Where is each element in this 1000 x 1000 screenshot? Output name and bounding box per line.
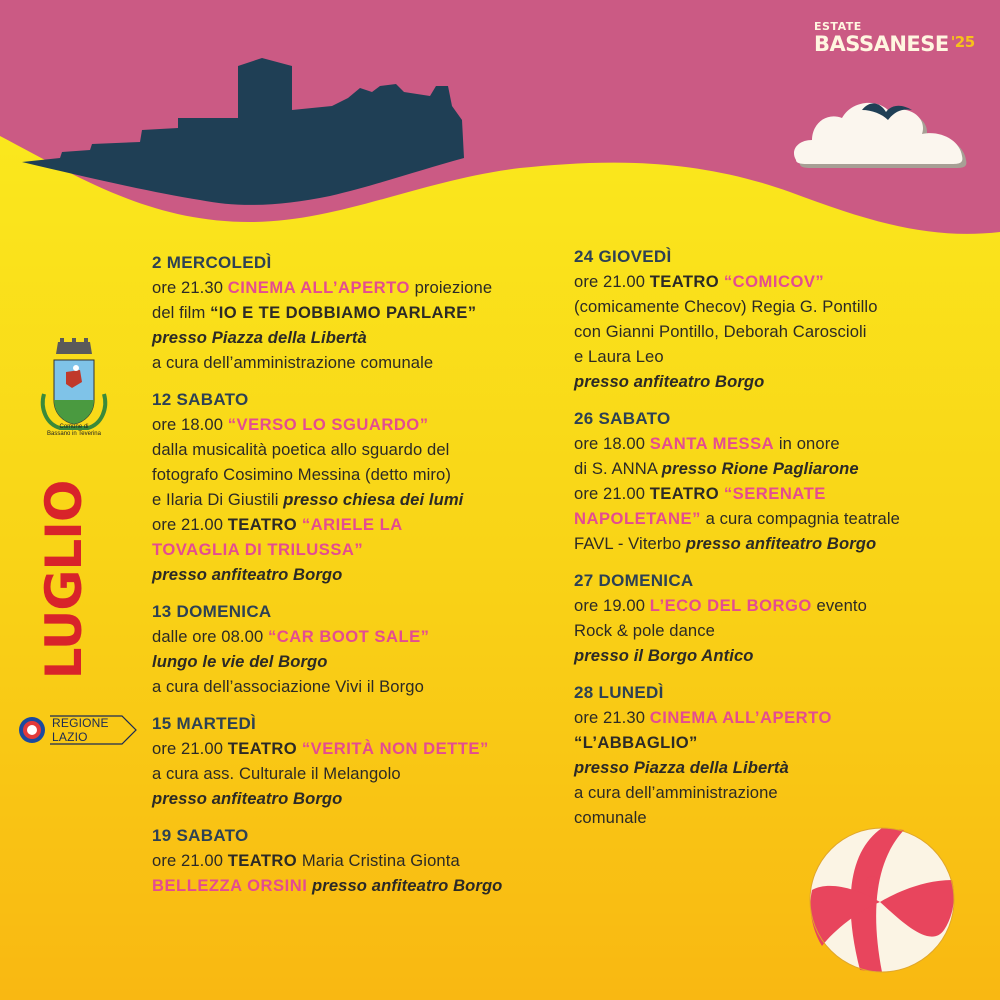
event-item [574, 568, 974, 668]
event-text: Rock & pole dance [574, 621, 715, 640]
event-day: 27 DOMENICA [574, 571, 694, 590]
event-location: presso anfiteatro Borgo [312, 876, 503, 895]
event-highlight: SANTA MESSA [649, 434, 775, 453]
event-highlight: CINEMA ALL’APERTO [649, 708, 832, 727]
event-item [152, 823, 542, 898]
event-text: dalla musicalità poetica allo sguardo del [152, 440, 450, 459]
event-line [152, 325, 542, 350]
event-text: e Ilaria Di Giustili [152, 490, 284, 509]
event-item [574, 680, 974, 830]
event-text: ore 21.00 [152, 739, 228, 758]
event-day: 26 SABATO [574, 409, 671, 428]
event-line [574, 481, 974, 506]
event-line [574, 294, 974, 319]
beach-ball-icon [810, 828, 954, 972]
event-day: 12 SABATO [152, 390, 249, 409]
event-line [152, 562, 542, 587]
event-line [152, 412, 542, 437]
event-text: ore 21.30 [152, 278, 228, 297]
event-line [152, 736, 542, 761]
event-location: lungo le vie del Borgo [152, 652, 328, 671]
event-bold: TEATRO [227, 739, 298, 758]
event-day: 28 LUNEDÌ [574, 683, 664, 702]
event-text: con Gianni Pontillo, Deborah Caroscioli [574, 322, 867, 341]
event-text: comunale [574, 808, 647, 827]
event-item [152, 711, 542, 811]
crest-caption-line: Bassano in Teverina [47, 431, 101, 437]
event-text: a cura dell’amministrazione [574, 783, 778, 802]
event-text: ore 21.00 [152, 515, 228, 534]
event-line [152, 300, 542, 325]
event-text: ore 19.00 [574, 596, 650, 615]
event-day: 13 DOMENICA [152, 602, 272, 621]
event-text: ore 18.00 [152, 415, 228, 434]
event-bold: TEATRO [649, 484, 720, 503]
event-text: in onore [774, 434, 840, 453]
event-text: a cura dell’associazione Vivi il Borgo [152, 677, 424, 696]
event-text: FAVL - Viterbo [574, 534, 686, 553]
estate-bassanese-logo [814, 20, 974, 64]
event-text: a cura ass. Culturale il Melangolo [152, 764, 401, 783]
event-text: di S. ANNA [574, 459, 662, 478]
event-text: (comicamente Checov) Regia G. Pontillo [574, 297, 878, 316]
event-highlight: “VERITÀ NON DETTE” [301, 739, 489, 758]
event-line [152, 487, 542, 512]
event-line [574, 705, 974, 730]
event-bold: “L’ABBAGLIO” [574, 733, 698, 752]
event-location: presso il Borgo Antico [574, 646, 754, 665]
event-text: dalle ore 08.00 [152, 627, 268, 646]
event-highlight: “ARIELE LA [301, 515, 403, 534]
event-text: ore 18.00 [574, 434, 650, 453]
events-column-right [574, 244, 974, 842]
event-text: proiezione [409, 278, 493, 297]
logo-name: BASSANESE [814, 32, 949, 56]
event-highlight: “SERENATE [723, 484, 826, 503]
event-day: 2 MERCOLEDÌ [152, 253, 272, 272]
event-location: presso Piazza della Libertà [152, 328, 367, 347]
event-bold: TEATRO [227, 515, 298, 534]
month-text: LUGLIO [35, 480, 93, 680]
regione-lazio-logo [18, 714, 138, 750]
event-highlight: “VERSO LO SGUARDO” [227, 415, 429, 434]
event-text: ore 21.00 [152, 851, 228, 870]
event-item [574, 406, 974, 556]
event-text: ore 21.00 [574, 272, 650, 291]
event-line [574, 531, 974, 556]
event-location: presso anfiteatro Borgo [574, 372, 765, 391]
event-item [574, 244, 974, 394]
event-location: presso chiesa dei lumi [283, 490, 464, 509]
event-text: ore 21.00 [574, 484, 650, 503]
regione-text [52, 716, 109, 744]
event-line [574, 269, 974, 294]
crest-caption [28, 424, 120, 438]
event-line [152, 537, 542, 562]
event-line [574, 755, 974, 780]
event-day: 15 MARTEDÌ [152, 714, 257, 733]
event-text: ore 21.30 [574, 708, 650, 727]
event-item [152, 599, 542, 699]
event-bold: TEATRO [649, 272, 720, 291]
event-text: a cura dell’amministrazione comunale [152, 353, 434, 372]
event-line [574, 643, 974, 668]
month-label [34, 470, 94, 690]
regione-line: REGIONE [52, 716, 109, 730]
event-line [152, 437, 542, 462]
logo-year: '25 [950, 33, 975, 51]
logo-line1: ESTATE [814, 20, 862, 33]
event-location: presso anfiteatro Borgo [152, 789, 343, 808]
event-line [574, 805, 974, 830]
event-text: a cura compagnia teatrale [700, 509, 900, 528]
event-highlight: CINEMA ALL’APERTO [227, 278, 410, 297]
crest-caption-line: Comune di [59, 424, 89, 430]
event-line [152, 786, 542, 811]
event-highlight: L’ECO DEL BORGO [649, 596, 812, 615]
event-line [574, 344, 974, 369]
event-text: del film [152, 303, 211, 322]
event-text: e Laura Leo [574, 347, 664, 366]
event-highlight: NAPOLETANE” [574, 509, 701, 528]
event-line [152, 873, 542, 898]
event-line [152, 674, 542, 699]
event-highlight: “CAR BOOT SALE” [268, 627, 430, 646]
event-location: presso Piazza della Libertà [574, 758, 789, 777]
event-line [152, 624, 542, 649]
event-text: Maria Cristina Gionta [297, 851, 460, 870]
event-day: 19 SABATO [152, 826, 249, 845]
event-line [152, 275, 542, 300]
event-line [152, 761, 542, 786]
event-location: presso anfiteatro Borgo [685, 534, 877, 553]
events-column-left [152, 250, 542, 910]
event-item [152, 250, 542, 375]
event-line [574, 319, 974, 344]
event-line [574, 456, 974, 481]
event-line [152, 649, 542, 674]
event-bold: “IO E TE DOBBIAMO PARLARE” [210, 303, 477, 322]
event-location: presso anfiteatro Borgo [152, 565, 343, 584]
logo-line2 [814, 32, 975, 56]
event-item [152, 387, 542, 587]
regione-line: LAZIO [52, 730, 88, 744]
event-line [574, 730, 974, 755]
event-line [152, 350, 542, 375]
event-line [574, 780, 974, 805]
event-text: evento [811, 596, 867, 615]
event-line [152, 462, 542, 487]
event-line [152, 512, 542, 537]
event-location: presso Rione Pagliarone [661, 459, 859, 478]
event-text: fotografo Cosimino Messina (detto miro) [152, 465, 452, 484]
event-day: 24 GIOVEDÌ [574, 247, 672, 266]
event-line [574, 618, 974, 643]
event-line [574, 506, 974, 531]
event-highlight: “COMICOV” [723, 272, 825, 291]
event-line [152, 848, 542, 873]
event-line [574, 593, 974, 618]
event-highlight: TOVAGLIA DI TRILUSSA” [152, 540, 364, 559]
event-line [574, 431, 974, 456]
event-highlight: BELLEZZA ORSINI [152, 876, 308, 895]
event-bold: TEATRO [227, 851, 298, 870]
event-line [574, 369, 974, 394]
